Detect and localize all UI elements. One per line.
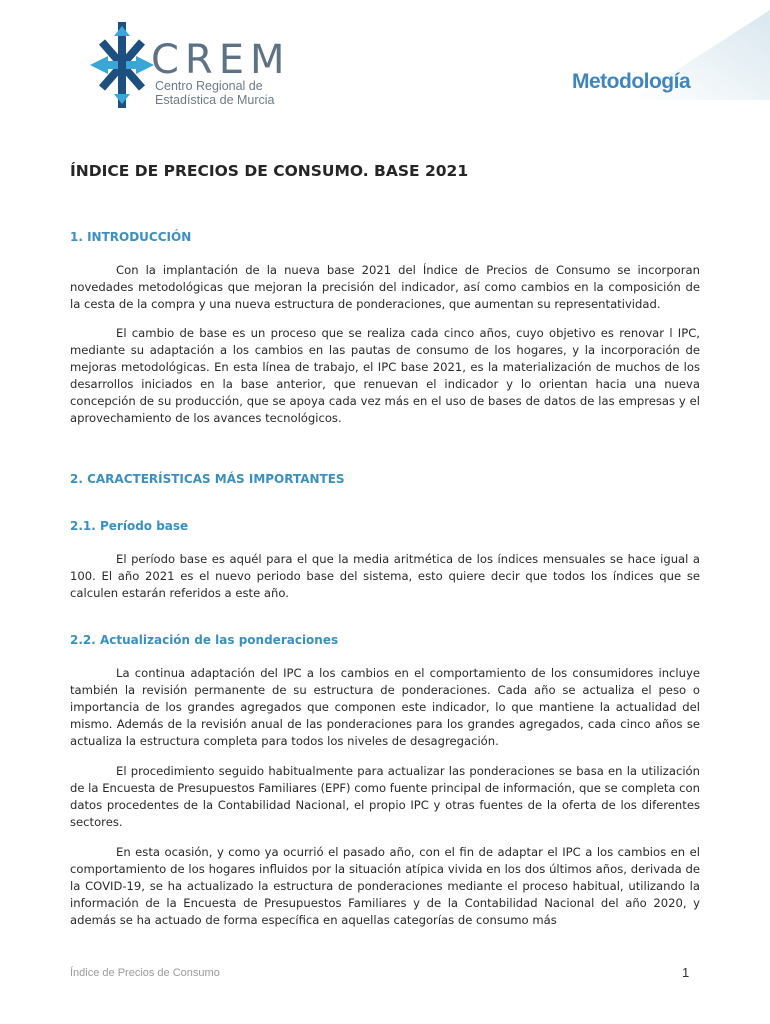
logo-subtitle-line2: Estadística de Murcia (155, 93, 275, 107)
crem-logo-icon (90, 20, 154, 110)
page-number: 1 (682, 965, 690, 980)
section-tag: Metodología (572, 70, 691, 93)
paragraph: En esta ocasión, y como ya ocurrió el pasado año, con el fin de adaptar el IPC a los cambios en el comportamiento de los hogares influidos por la situación atípica vivida en los dos últimos años, derivada de la COVID-19, se ha actualizado la estructura de ponderaciones mediante el proceso habitual, utilizando la información de la Encuesta de Presupuestos Familiares y de la Contabilidad Nacional del año 2020, y además se ha actuado de forma específica en aquellas categorías de consumo más (70, 845, 700, 927)
page-title: ÍNDICE DE PRECIOS DE CONSUMO. BASE 2021 (70, 162, 469, 180)
logo-subtitle-line1: Centro Regional de (155, 79, 263, 93)
paragraph: Con la implantación de la nueva base 2021 del Índice de Precios de Consumo se incorporan novedades metodológicas que mejoran la precisión del indicador, así como cambios en la composición de la cesta de la compra y una nueva estructura de ponderaciones, que aumentan su representatividad. (70, 263, 700, 311)
section-heading-caracteristicas: 2. CARACTERÍSTICAS MÁS IMPORTANTES (70, 472, 345, 486)
page-header (0, 0, 770, 120)
paragraph: El período base es aquél para el que la media aritmética de los índices mensuales se hace igual a 100. El año 2021 es el nuevo periodo base del sistema, esto quiere decir que todos los índices que se calculen estarán referidos a este año. (70, 552, 700, 600)
logo-subtitle (155, 79, 275, 107)
paragraph: El cambio de base es un proceso que se realiza cada cinco años, cuyo objetivo es renovar l IPC, mediante su adaptación a los cambios en las pautas de consumo de los hogares, y la incorporación de mejoras metodológicas. En esta línea de trabajo, el IPC base 2021, es la materialización de muchos de los desarrollos iniciados en la base anterior, que renuevan el indicador y lo orientan hacia una nueva concepción de su producción, que se apoya cada vez más en el uso de bases de datos de las empresas y el aprovechamiento de los avances tecnológicos. (70, 326, 700, 425)
logo-name: CREM (151, 37, 291, 83)
paragraph: La continua adaptación del IPC a los cambios en el comportamiento de los consumidores incluye también la revisión permanente de su estructura de ponderaciones. Cada año se actualiza el peso o importancia de los grandes agregados que componen este indicador, lo que mantiene la actualidad del mismo. Además de la revisión anual de las ponderaciones para los grandes agregados, cada cinco años se actualiza la estructura completa para todos los niveles de desagregación. (70, 666, 700, 748)
subsection-heading-periodo-base: 2.1. Período base (70, 519, 189, 533)
paragraph: El procedimiento seguido habitualmente para actualizar las ponderaciones se basa en la utilización de la Encuesta de Presupuestos Familiares (EPF) como fuente principal de información, que se completa con datos procedentes de la Contabilidad Nacional, el propio IPC y otras fuentes de la oferta de los diferentes sectores. (70, 764, 700, 829)
footer-doc-name: Índice de Precios de Consumo (70, 967, 220, 979)
section-heading-introduccion: 1. INTRODUCCIÓN (70, 230, 192, 244)
subsection-heading-ponderaciones: 2.2. Actualización de las ponderaciones (70, 633, 339, 647)
